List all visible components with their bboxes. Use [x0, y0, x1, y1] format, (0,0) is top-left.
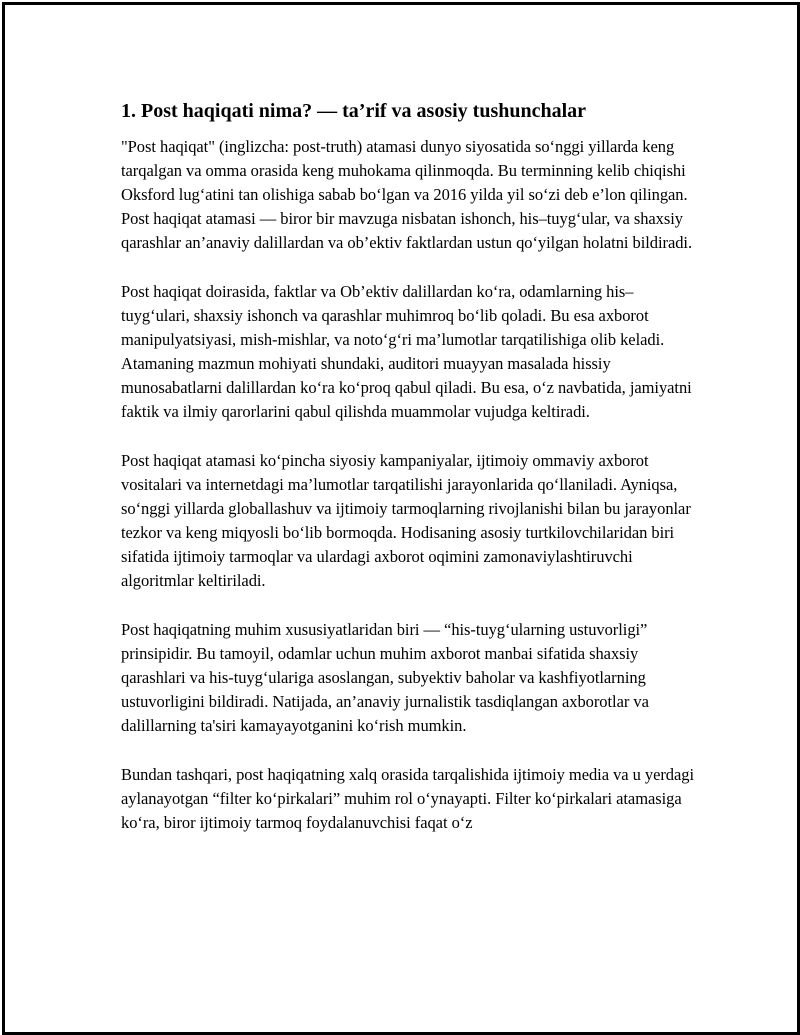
paragraph-3: Post haqiqat atamasi ko‘pincha siyosiy kampaniyalar, ijtimoiy ommaviy axborot vositalari va internetdagi ma’lumotlar tarqatilishi jarayonlarida qo‘llaniladi. Ayniqsa, so‘nggi yillarda globallashuv va ijtimoiy tarmoqlarning rivojlanishi bilan bu jarayonlar tezkor va keng miqyosli bo‘lib bormoqda. Hodisaning asosiy turtkilovchilaridan biri sifatida ijtimoiy tarmoqlar va ulardagi axborot oqimini zamonaviylashtiruvchi algoritmlar keltiriladi. [121, 451, 691, 590]
document-body [121, 97, 696, 860]
section-heading: 1. Post haqiqati nima? — ta’rif va asosiy tushunchalar [121, 100, 587, 122]
paragraph-1: "Post haqiqat" (inglizcha: post-truth) atamasi dunyo siyosatida so‘nggi yillarda keng tarqalgan va omma orasida keng muhokama qilinmoqda. Bu terminning kelib chiqishi Oksford lug‘atini tan olishiga sabab bo‘lgan va 2016 yilda yil so‘zi deb e’lon qilingan. Post haqiqat atamasi — biror bir mavzuga nisbatan ishonch, his–tuyg‘ular, va shaxsiy qarashlar an’anaviy dalillardan va ob’ektiv faktlardan ustun qo‘yilgan holatni bildiradi. [121, 137, 693, 252]
paragraph-4: Post haqiqatning muhim xususiyatlaridan biri — “his-tuyg‘ularning ustuvorligi” prinsipidir. Bu tamoyil, odamlar uchun muhim axborot manbai sifatida shaxsiy qarashlari va his-tuyg‘ulariga asoslangan, subyektiv baholar va kashfiyotlarning ustuvorligini bildiradi. Natijada, an’anaviy jurnalistik tasdiqlangan axborotlar va dalillarning ta'siri kamayayotganini ko‘rish mumkin. [121, 620, 649, 735]
paragraph-5: Bundan tashqari, post haqiqatning xalq orasida tarqalishida ijtimoiy media va u yerdagi aylanayotgan “filter ko‘pirkalari” muhim rol o‘ynayapti. Filter ko‘pirkalari atamasiga ko‘ra, biror ijtimoiy tarmoq foydalanuvchisi faqat o‘z [121, 765, 695, 832]
page-frame [2, 2, 800, 1035]
paragraph-2: Post haqiqat doirasida, faktlar va Ob’ektiv dalillardan ko‘ra, odamlarning his–tuyg‘ulari, shaxsiy ishonch va qarashlar muhimroq bo‘lib qoladi. Bu esa axborot manipulyatsiyasi, mish-mishlar, va noto‘g‘ri ma’lumotlar tarqatilishiga olib keladi. Atamaning mazmun mohiyati shundaki, auditori muayyan masalada hissiy munosabatlarni dalillardan ko‘ra ko‘proq qabul qiladi. Bu esa, o‘z navbatida, jamiyatni faktik va ilmiy qarorlarini qabul qilishda muammolar vujudga keltiradi. [121, 282, 692, 421]
